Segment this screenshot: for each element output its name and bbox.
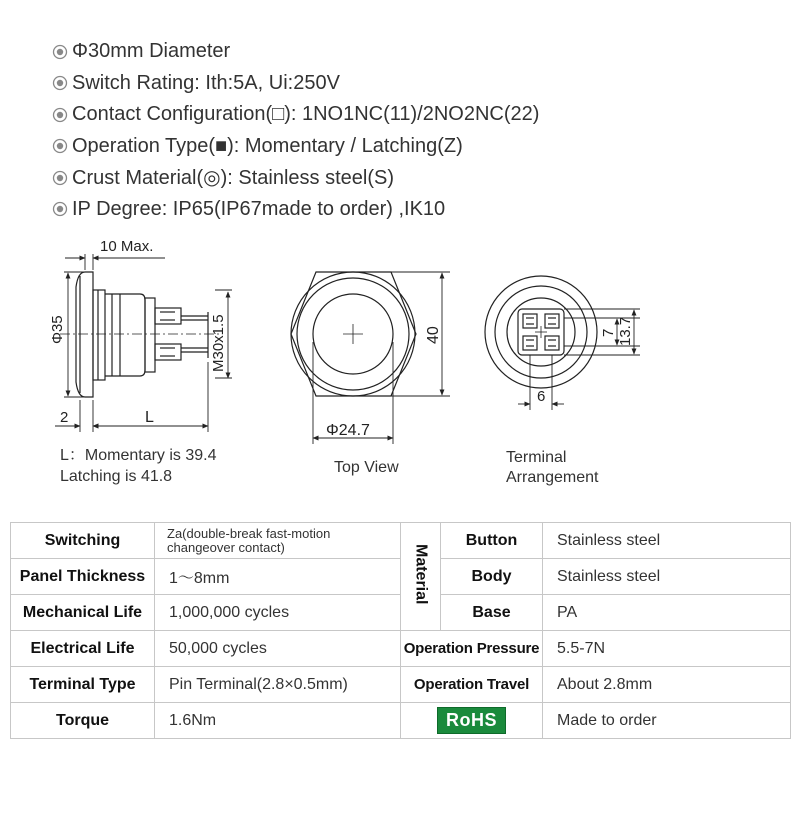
table-row: [11, 523, 791, 559]
terminal-caption-1: Terminal: [506, 449, 567, 466]
terminal-value: Pin Terminal(2.8×0.5mm): [155, 667, 401, 703]
panel-value: 1～8mm: [155, 559, 401, 595]
side-view-dimensions: [55, 254, 232, 432]
feature-text: Contact Configuration(□): 1NO1NC(11)/2NO2NC(22): [72, 103, 540, 126]
elec-label: Electrical Life: [11, 631, 155, 667]
base-value: PA: [543, 595, 791, 631]
terminal-caption-2: Arrangement: [506, 469, 599, 486]
table-row: [11, 631, 791, 667]
feature-item: [50, 131, 750, 163]
side-dim-max: 10 Max.: [100, 238, 154, 255]
body-value: Stainless steel: [543, 559, 791, 595]
technical-drawings: [0, 232, 800, 502]
table-row: [11, 703, 791, 739]
panel-label: Panel Thickness: [11, 559, 155, 595]
switching-value: [155, 523, 401, 559]
table-row: [11, 667, 791, 703]
switching-value-line1: Za(double-break fast-motion: [167, 525, 331, 541]
button-label: Button: [441, 523, 543, 559]
rohs-cell: [401, 703, 543, 739]
button-value: Stainless steel: [543, 523, 791, 559]
pressure-label: Operation Pressure: [401, 631, 543, 667]
feature-item: [50, 194, 750, 226]
feature-text: Crust Material(◎): Stainless steel(S): [72, 167, 394, 190]
circle-bullet-icon: [50, 42, 70, 62]
material-label: Material: [412, 543, 430, 605]
elec-value: 50,000 cycles: [155, 631, 401, 667]
switching-value-line2: changeover contact): [167, 539, 285, 555]
torque-value: 1.6Nm: [155, 703, 401, 739]
circle-bullet-icon: [50, 199, 70, 219]
rohs-badge: RoHS: [437, 707, 506, 734]
top-view-dimensions: [313, 272, 450, 444]
terminal-label: Terminal Type: [11, 667, 155, 703]
travel-value: About 2.8mm: [543, 667, 791, 703]
terminal-dim-a: 7: [600, 328, 617, 337]
feature-text: Switch Rating: Ith:5A, Ui:250V: [72, 71, 340, 94]
circle-bullet-icon: [50, 168, 70, 188]
body-label: Body: [441, 559, 543, 595]
material-cell: [401, 523, 441, 631]
feature-text: IP Degree: IP65(IP67made to order) ,IK10: [72, 197, 446, 220]
feature-item: [50, 99, 750, 131]
terminal-drawing: [485, 276, 597, 388]
side-view-drawing: [60, 272, 220, 397]
feature-item: [50, 36, 750, 68]
feature-text: Operation Type(■): Momentary / Latching(Z): [72, 134, 463, 157]
top-view-caption: Top View: [334, 459, 399, 476]
side-dim-flange: 2: [60, 409, 69, 426]
circle-bullet-icon: [50, 136, 70, 156]
side-dim-diameter: Φ35: [49, 315, 66, 344]
side-dim-thread: M30x1.5: [210, 314, 227, 372]
top-view-drawing: [291, 272, 416, 396]
switching-label: Switching: [11, 523, 155, 559]
feature-list: [50, 36, 750, 225]
feature-item: [50, 68, 750, 100]
circle-bullet-icon: [50, 73, 70, 93]
mech-value: 1,000,000 cycles: [155, 595, 401, 631]
top-dim-height: 40: [425, 326, 442, 344]
circle-bullet-icon: [50, 105, 70, 125]
feature-text: Φ30mm Diameter: [72, 40, 231, 63]
travel-label: Operation Travel: [401, 667, 543, 703]
feature-item: [50, 162, 750, 194]
top-dim-diameter: Φ24.7: [326, 422, 370, 439]
spec-table: [10, 522, 791, 739]
torque-label: Torque: [11, 703, 155, 739]
base-label: Base: [441, 595, 543, 631]
side-note-momentary: L：Momentary is 39.4: [60, 447, 217, 464]
rohs-value: Made to order: [543, 703, 791, 739]
pressure-value: 5.5-7N: [543, 631, 791, 667]
terminal-dim-b: 13.7: [617, 316, 634, 346]
mech-label: Mechanical Life: [11, 595, 155, 631]
side-dim-length: L: [145, 409, 154, 426]
terminal-dim-c: 6: [537, 388, 546, 405]
side-note-latching: Latching is 41.8: [60, 468, 173, 485]
